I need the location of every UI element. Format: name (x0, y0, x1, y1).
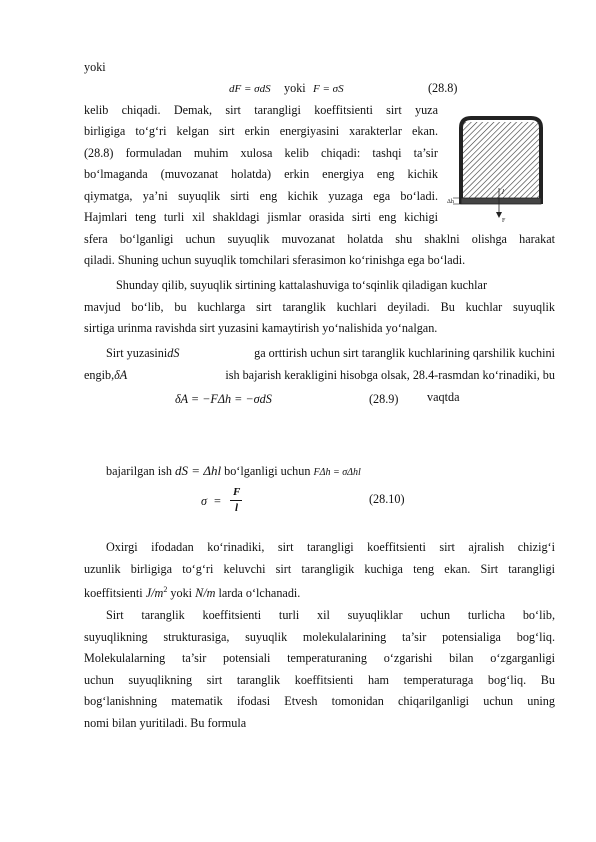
para3-line1 (106, 346, 555, 360)
para3-l2-end: ish bajarish kerakligini hisobga olsak, 28.4-rasmdan ko‘rinadiki, bu (225, 368, 555, 382)
para2-line3: sirtiga urinma ravishda sirt yuzasini kamaytirish yo‘nalishida yo‘nalgan. (84, 321, 438, 335)
eq-sigma: σ (201, 494, 208, 508)
para1-line7: sfera bo‘lganligi uchun suyuqlik muvozanat holatda shu shaklni olishga harakat (84, 232, 555, 246)
liquid-film (463, 122, 539, 198)
para1-line4: bo‘lmaganda (muvozanat holatda) erkin energiya eng kichik (84, 167, 438, 181)
para5-line6: nomi bilan yuritiladi. Bu formula (84, 716, 247, 730)
para4-line1: Oxirgi ifodadan ko‘rinadiki, sirt tarangligi koeffitsienti sirt ajralish chizig‘i (106, 540, 555, 554)
eq-dS-dhl: dS = Δhl (175, 463, 222, 478)
para1-line5: qiymatga, ya’ni suyuqlik sirti eng kichik yuzaga ega bo‘ladi. (84, 189, 438, 203)
para2-line2: mavjud bo‘lib, bu kuchlarga sirt taranglik kuchlari deyiladi. Bu kuchlar suyuqlik (84, 300, 555, 314)
units-start: koeffitsienti (84, 586, 146, 601)
label-l: l (502, 188, 504, 196)
eq-fraction-num: F (233, 486, 241, 498)
var-dA: δA (114, 368, 128, 382)
bajar-start: bajarilgan ish (106, 464, 176, 478)
movable-bar (461, 198, 541, 204)
eq-fraction-den: l (235, 502, 239, 514)
para3-line2 (84, 368, 555, 382)
surface-tension-figure (447, 112, 547, 230)
para3-l2-start: engib, (84, 368, 115, 382)
equation-work: δA = −FΔh = −σdS (175, 392, 272, 406)
para3-l1-end: ga orttirish uchun sirt taranglik kuchlarining qarshilik kuchini (254, 346, 555, 360)
unit-sup: 2 (163, 585, 168, 594)
label-f: F (502, 218, 506, 224)
equation-number-28-9: (28.9) (369, 392, 399, 406)
eq-equals: = (214, 494, 221, 508)
para1-line2: birligiga to‘g‘ri kelgan sirt erkin energiyasini xarakterlar ekan. (84, 124, 438, 138)
para5-line4: uchun suyuqlikning sirt taranglik koeffitsienti ham temperaturaga bog‘liq. Bu (84, 673, 555, 687)
text-vaqtda: vaqtda (427, 390, 460, 404)
para2-line1: Shunday qilib, suyuqlik sirtining kattalashuviga to‘sqinlik qiladigan kuchlar (116, 278, 487, 292)
equation-dF: dF = σdS (229, 83, 271, 95)
equation-number-28-10: (28.10) (369, 492, 405, 506)
label-dh: Δh (447, 199, 454, 205)
bajar-mid: bo‘lganligi uchun (221, 464, 314, 478)
var-dS: dS (167, 346, 180, 360)
para5-line5: bog‘lanishning matematik ifodasi Etvesh tomonidan chiqarilganligi uchun uning (84, 694, 555, 708)
para1-line3: (28.8) formuladan muhim xulosa kelib chiqadi: tashqi ta’sir (84, 146, 438, 160)
para5-line3: Molekulalarning ta’sir potensiali temperaturaning o‘zgarishi bilan o‘zgarganligi (84, 651, 555, 665)
equation-number-28-8: (28.8) (428, 81, 458, 95)
para4-line3 (84, 583, 300, 600)
units-mid: yoki (167, 586, 196, 601)
bajarilgan-line (106, 464, 361, 480)
para4-line2: uzunlik birligiga to‘g‘ri keluvchi sirt tarangligik kuchiga teng ekan. Sirt tarangligi (84, 562, 555, 576)
para5-line1: Sirt taranglik koeffitsienti turli xil suyuqliklar uchun turlicha bo‘lib, (106, 608, 555, 622)
eq-Fdh: FΔh = σΔhl (313, 467, 361, 478)
text-yoki: yoki (84, 60, 106, 74)
fraction-bar (230, 500, 242, 501)
para1-line6: Hajmlari teng turli xil shakldagi jismlar orasida sirti eng kichigi (84, 210, 438, 224)
equation-F-sigma-S: F = σS (313, 83, 344, 95)
units-end: larda o‘lchanadi. (215, 586, 301, 601)
para3-l1-start: Sirt yuzasini (106, 346, 168, 360)
equation-yoki: yoki (284, 81, 306, 95)
unit-N-m: N/m (195, 586, 216, 601)
para5-line2: suyuqlikning strukturasiga, suyuqlik molekulalarining ta’sir potensialiga bog‘liq. (84, 630, 555, 644)
unit-J-m: J/m (145, 586, 164, 601)
para1-line8: qiladi. Shuning uchun suyuqlik tomchilari sferasimon ko‘rinishga ega bo‘ladi. (84, 253, 466, 267)
para1-line1: kelib chiqadi. Demak, sirt tarangligi koeffitsienti sirt yuza (84, 103, 438, 117)
